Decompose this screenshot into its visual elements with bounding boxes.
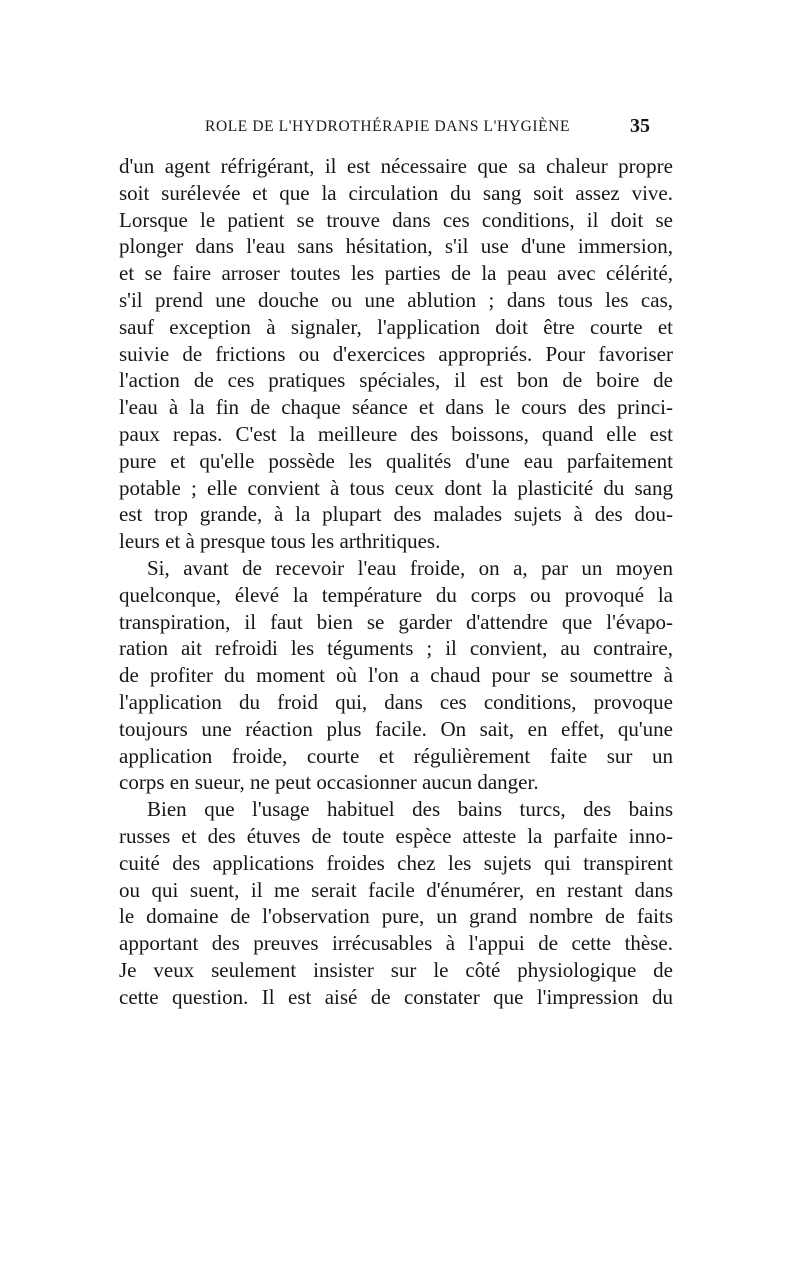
text-line: Bien que l'usage habituel des bains turcs, des bains [147,797,673,822]
text-line: soit surélevée et que la circulation du sang soit assez vive. [119,180,673,205]
text-line: et se faire arroser toutes les parties de la peau avec célérité, [119,261,673,286]
text-line: toujours une réaction plus facile. On sait, en effet, qu'une [119,716,673,741]
body-text [119,153,673,1011]
text-line: l'action de ces pratiques spéciales, il est bon de boire de [119,368,673,393]
text-line: le domaine de l'observation pure, un grand nombre de faits [119,904,673,929]
text-line: corps en sueur, ne peut occasionner aucun danger. [119,770,539,795]
text-line: transpiration, il faut bien se garder d'attendre que l'évapo- [119,609,673,634]
running-title: ROLE DE L'HYDROTHÉRAPIE DANS L'HYGIÈNE [205,118,571,135]
text-line: russes et des étuves de toute espèce atteste la parfaite inno- [119,823,673,848]
text-line: l'application du froid qui, dans ces conditions, provoque [119,689,673,714]
text-line: cette question. Il est aisé de constater que l'impression du [119,984,673,1009]
text-line: quelconque, élevé la température du corps ou provoqué la [119,582,673,607]
text-line: ration ait refroidi les téguments ; il convient, au contraire, [119,636,673,661]
text-line: plonger dans l'eau sans hésitation, s'il use d'une immersion, [119,234,673,259]
text-line: sauf exception à signaler, l'application doit être courte et [119,314,673,339]
text-line: Lorsque le patient se trouve dans ces conditions, il doit se [119,207,673,232]
text-line: cuité des applications froides chez les sujets qui transpirent [119,850,673,875]
text-line: paux repas. C'est la meilleure des boissons, quand elle est [119,421,673,446]
text-line: pure et qu'elle possède les qualités d'une eau parfaitement [119,448,673,473]
text-line: potable ; elle convient à tous ceux dont la plasticité du sang [119,475,673,500]
text-line: d'un agent réfrigérant, il est nécessaire que sa chaleur propre [119,154,673,178]
text-line: suivie de frictions ou d'exercices appropriés. Pour favoriser [119,341,673,366]
page-number: 35 [630,115,650,137]
text-line: Si, avant de recevoir l'eau froide, on a, par un moyen [147,555,673,580]
text-line: ou qui suent, il me serait facile d'énumérer, en restant dans [119,877,673,902]
text-line: apportant des preuves irrécusables à l'appui de cette thèse. [119,931,673,956]
text-line: application froide, courte et régulièrement faite sur un [119,743,673,768]
text-line: de profiter du moment où l'on a chaud pour se soumettre à [119,663,673,688]
text-line: Je veux seulement insister sur le côté physiologique de [119,957,673,982]
text-line: s'il prend une douche ou une ablution ; dans tous les cas, [119,287,673,312]
text-line: l'eau à la fin de chaque séance et dans le cours des princi- [119,395,673,420]
text-line: leurs et à presque tous les arthritiques. [119,529,441,554]
text-line: est trop grande, à la plupart des malades sujets à des dou- [119,502,673,527]
